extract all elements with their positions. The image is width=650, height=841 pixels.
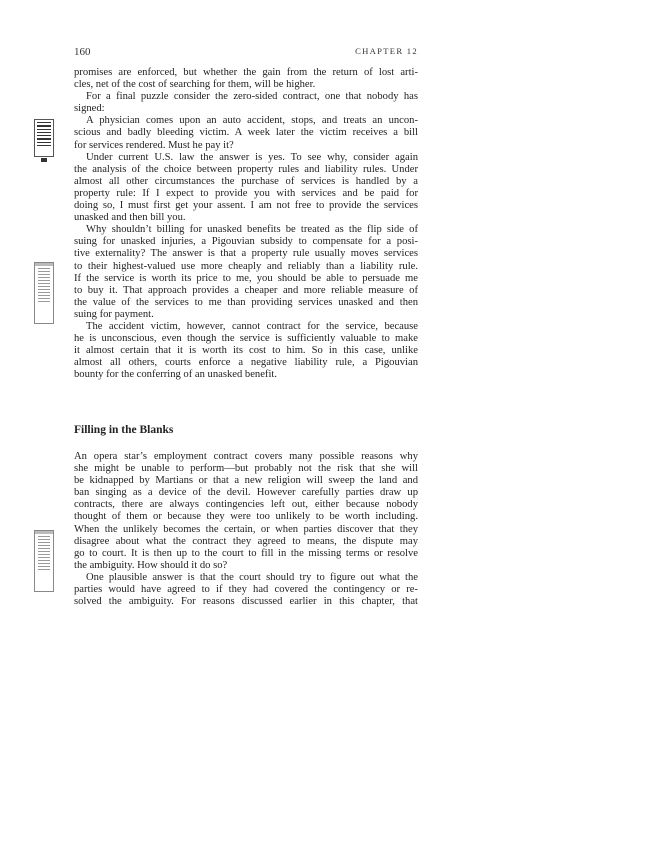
running-header [74,46,418,60]
text-line: doing so, I must first get your assent. I am not free to provide the services [74,200,418,212]
text-line: An opera star’s employment contract covers many possible reasons why [74,451,418,462]
text-line: When the unlikely becomes the certain, or when parties discover that they [74,523,418,535]
text-line: suing for unasked injuries, a Pigouvian subsidy to compensate for a posi- [74,236,418,248]
text-line: it almost certain that it is worth its cost to him. So in this case, unlike [74,345,418,357]
text-line: he is unconscious, even though the service is sufficiently valuable to make [74,333,418,345]
text-line: for services rendered. Must he pay it? [74,139,234,151]
text-line: Why shouldn’t billing for unasked benefits be treated as the flip side of [86,224,418,236]
text-line: she might be unable to perform—but probably not the risk that she will [74,463,418,475]
text-line: contracts, there are always contingencies left out, either because nobody [74,499,418,511]
text-window-icon[interactable] [34,530,54,592]
text-line: parties would have agreed to if they had covered the contingency or re- [74,584,418,596]
text-line: cles, net of the cost of searching for them, will be higher. [74,79,316,91]
chapter-label: CHAPTER 12 [355,46,418,56]
text-line: tive externality? The answer is that a property rule usually moves services [74,248,418,260]
text-line: suing for payment. [74,308,154,320]
text-line: ban singing as a device of the devil. However carefully parties draw up [74,487,418,499]
section-heading: Filling in the Blanks [74,424,174,436]
body-text-block [74,451,418,608]
text-line: to buy it. That approach provides a cheaper and more reliable measure of [74,284,418,296]
text-line: One plausible answer is that the court should try to figure out what the [86,571,418,583]
text-line: thought of them or because they were too unlikely to be worth including. [74,511,418,523]
text-line: disagree about what the contract they agreed to means, the dispute may [74,535,418,547]
page-number: 160 [74,46,91,58]
text-line: almost all others, courts enforce a negative liability rule, a Pigouvian [74,357,418,369]
bill-document-icon[interactable] [34,119,54,157]
text-line: almost all other circumstances the purchase of services is handled by a [74,175,418,187]
text-line: Under current U.S. law the answer is yes. To see why, consider again [86,151,418,163]
text-line: scious and badly bleeding victim. A week later the victim receives a bill [74,127,418,139]
text-line: For a final puzzle consider the zero-sided contract, one that nobody has [86,91,418,103]
text-line: go to court. It is then up to the court to fill in the missing terms or resolve [74,547,418,559]
text-line: property rule: If I expect to provide you with services and be paid for [74,187,418,199]
text-line: the analysis of the choice between property rules and liability rules. Under [74,163,418,175]
text-line: The accident victim, however, cannot contract for the service, because [86,320,418,332]
text-line: bounty for the conferring of an unasked benefit. [74,369,277,381]
text-line: solved the ambiguity. For reasons discussed earlier in this chapter, that [74,596,418,608]
text-window-icon[interactable] [34,262,54,324]
text-line: be kidnapped by Martians or that a new religion will sweep the land and [74,475,418,487]
text-line: unasked and then bill you. [74,212,186,224]
text-line: the value of the services to me than providing services unasked and then [74,296,418,308]
text-line: signed: [74,103,105,115]
body-text-block [74,67,418,381]
text-line: the ambiguity. How should it do so? [74,559,228,571]
text-line: to their highest-valued use more cheaply and reliably than a liability rule. [74,260,418,272]
text-line: promises are enforced, but whether the gain from the return of lost arti- [74,67,418,78]
text-line: If the service is worth its price to me, you should be able to persuade me [74,272,418,284]
text-line: A physician comes upon an auto accident, stops, and treats an uncon- [86,115,418,127]
